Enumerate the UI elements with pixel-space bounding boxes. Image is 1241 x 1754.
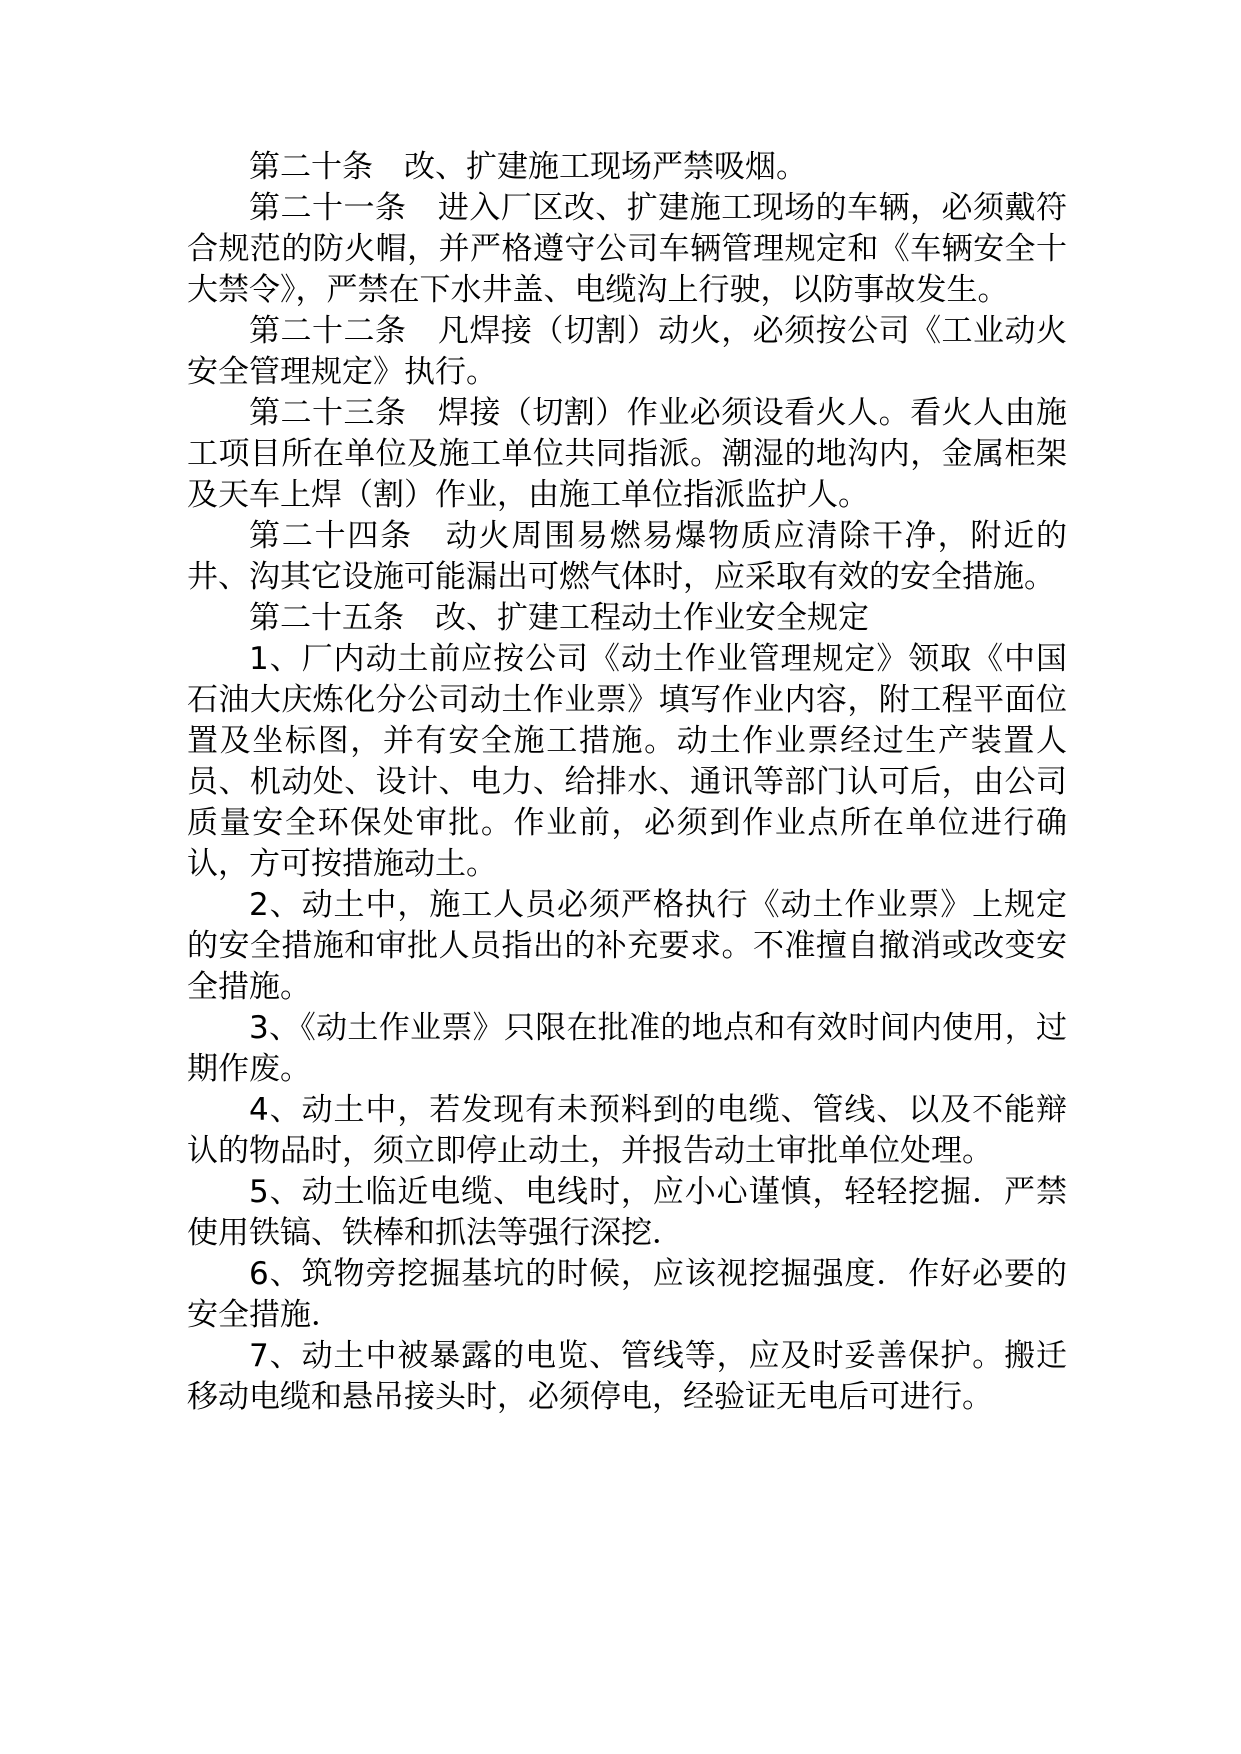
paragraph-item-2: 2、动土中，施工人员必须严格执行《动土作业票》上规定的安全措施和审批人员指出的补充要求。不准擅自撤消或改变安全措施。 [187, 887, 1067, 1005]
paragraph-article-24: 第二十四条 动火周围易燃易爆物质应清除干净，附近的井、沟其它设施可能漏出可燃气体时，应采取有效的安全措施。 [187, 518, 1067, 595]
paragraph-article-21: 第二十一条 进入厂区改、扩建施工现场的车辆，必须戴符合规范的防火帽，并严格遵守公司车辆管理规定和《车辆安全十大禁令》，严禁在下水井盖、电缆沟上行驶，以防事故发生。 [187, 190, 1067, 308]
paragraph-item-5: 5、动土临近电缆、电线时，应小心谨慎，轻轻挖掘．严禁使用铁镐、铁棒和抓法等强行深挖． [187, 1174, 1067, 1251]
paragraph-item-1: 1、厂内动土前应按公司《动土作业管理规定》领取《中国石油大庆炼化分公司动土作业票》填写作业内容，附工程平面位置及坐标图，并有安全施工措施。动土作业票经过生产装置人员、机动处、设计、电力、给排水、通讯等部门认可后，由公司质量安全环保处审批。作业前，必须到作业点所在单位进行确认，方可按措施动土。 [187, 641, 1067, 882]
paragraph-item-4: 4、动土中，若发现有未预料到的电缆、管线、以及不能辩认的物品时，须立即停止动土，并报告动土审批单位处理。 [187, 1092, 1067, 1169]
paragraph-article-20: 第二十条 改、扩建施工现场严禁吸烟。 [249, 149, 807, 185]
paragraph-article-23: 第二十三条 焊接（切割）作业必须设看火人。看火人由施工项目所在单位及施工单位共同指派。潮湿的地沟内，金属柜架及天车上焊（割）作业，由施工单位指派监护人。 [187, 395, 1067, 513]
paragraph-article-25: 第二十五条 改、扩建工程动土作业安全规定 [249, 600, 869, 636]
paragraph-article-22: 第二十二条 凡焊接（切割）动火，必须按公司《工业动火安全管理规定》执行。 [187, 313, 1067, 390]
document-body [187, 147, 1067, 1418]
paragraph-item-6: 6、筑物旁挖掘基坑的时候，应该视挖掘强度．作好必要的安全措施． [187, 1256, 1067, 1333]
paragraph-item-7: 7、动土中被暴露的电览、管线等，应及时妥善保护。搬迁移动电缆和悬吊接头时，必须停电，经验证无电后可进行。 [187, 1338, 1067, 1415]
paragraph-item-3: 3、《动土作业票》只限在批准的地点和有效时间内使用，过期作废。 [187, 1010, 1067, 1087]
